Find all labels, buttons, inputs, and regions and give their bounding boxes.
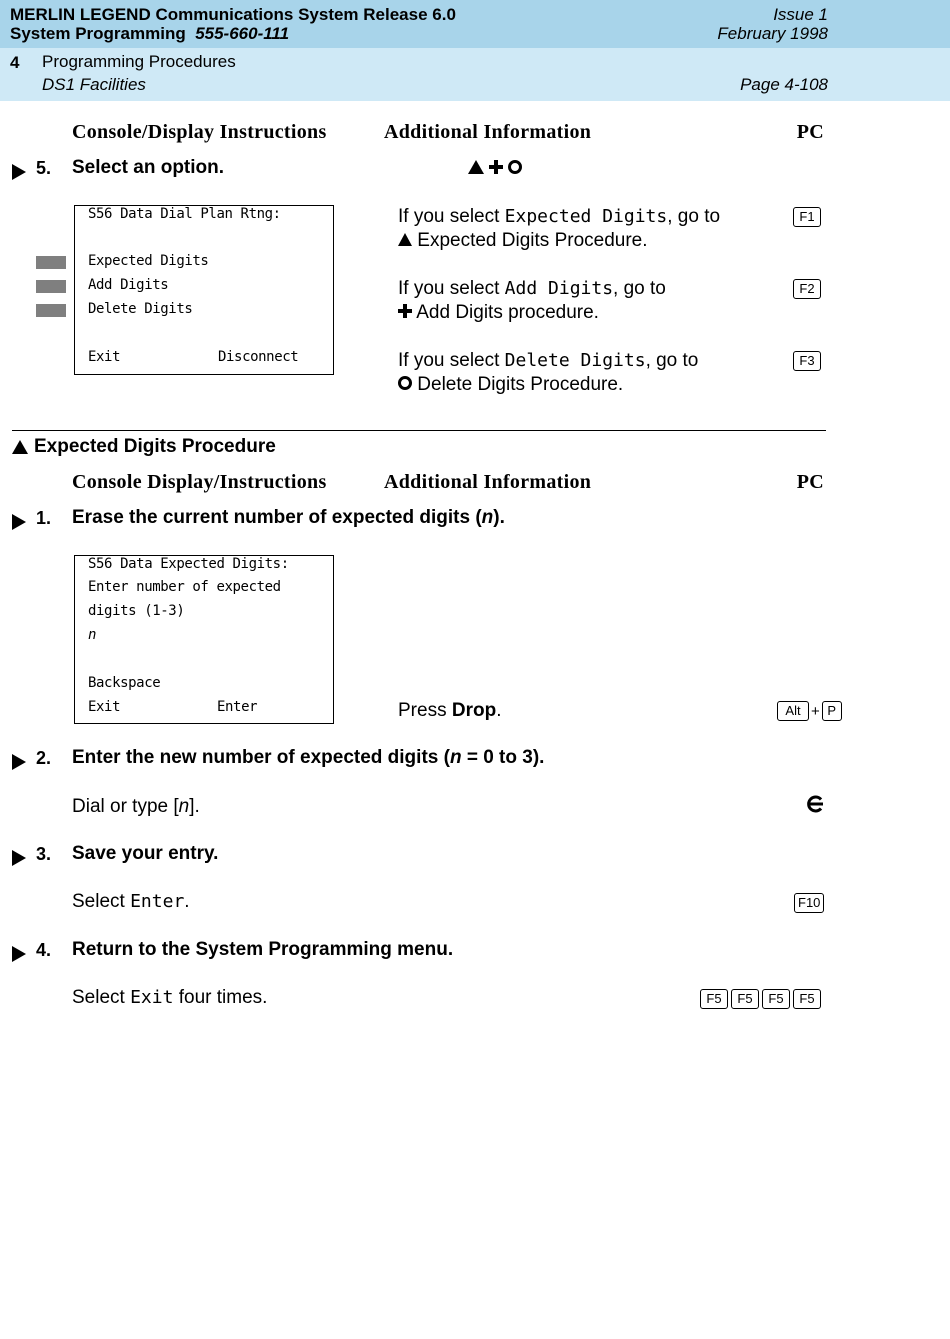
step-arrow-icon: [12, 514, 26, 530]
step-arrow-icon: [12, 946, 26, 962]
function-button-1[interactable]: [36, 256, 66, 269]
section-divider: [12, 430, 826, 431]
section-title: DS1 Facilities: [42, 75, 146, 94]
chapter-number: 4: [10, 53, 20, 72]
display-exit[interactable]: Exit: [88, 699, 121, 715]
step-number: 2.: [36, 748, 52, 768]
col-info-header-2: Additional Information: [384, 471, 592, 493]
f2-key[interactable]: F2: [793, 279, 821, 299]
step-number: 5.: [36, 158, 52, 178]
console-display-2: [74, 555, 334, 724]
display-disconnect[interactable]: Disconnect: [218, 349, 299, 365]
triangle-icon: [12, 440, 28, 454]
display-line-1: S56 Data Expected Digits:: [88, 556, 289, 572]
display-exit[interactable]: Exit: [88, 349, 121, 365]
press-drop-instruction: Press Drop.: [398, 700, 502, 721]
exit-keys: [700, 989, 821, 1009]
info-delete-digits: If you select Delete Digits, go to Delete Digits Procedure.: [398, 350, 699, 395]
step-number: 4.: [36, 940, 52, 960]
f3-key[interactable]: F3: [793, 351, 821, 371]
triangle-icon: [398, 233, 412, 246]
section-heading: Expected Digits Procedure: [12, 436, 276, 458]
col-pc-header: PC: [796, 121, 824, 143]
display-backspace[interactable]: Backspace: [88, 675, 161, 691]
doc-title: MERLIN LEGEND Communications System Release 6.0: [10, 5, 456, 24]
step-arrow-icon: [12, 164, 26, 180]
step-text: Save your entry.: [72, 843, 219, 864]
dialpad-icon: [806, 795, 824, 813]
col-pc-header-2: PC: [796, 471, 824, 493]
option-symbols: [468, 160, 522, 174]
f1-key[interactable]: F1: [793, 207, 821, 227]
col-info-header: Additional Information: [384, 121, 592, 143]
dial-instruction: Dial or type [n].: [72, 796, 200, 817]
select-enter-instruction: Select Enter.: [72, 891, 190, 912]
circle-icon: [398, 376, 412, 390]
f10-key[interactable]: F10: [794, 893, 824, 913]
date: February 1998: [717, 24, 828, 43]
step-text: Enter the new number of expected digits (n = 0 to 3).: [72, 747, 545, 768]
info-add-digits: If you select Add Digits, go to Add Digits procedure.: [398, 278, 666, 323]
step-arrow-icon: [12, 850, 26, 866]
step-text: Erase the current number of expected digits (n).: [72, 507, 505, 528]
step-number: 3.: [36, 844, 52, 864]
function-button-3[interactable]: [36, 304, 66, 317]
display-title: S56 Data Dial Plan Rtng:: [88, 206, 281, 222]
display-option-delete-digits[interactable]: Delete Digits: [88, 301, 193, 317]
chapter-title: Programming Procedures: [42, 52, 236, 71]
cross-icon: [489, 160, 503, 174]
display-value: n: [88, 627, 97, 643]
p-key[interactable]: P: [822, 701, 842, 721]
display-line-2: Enter number of expected: [88, 579, 281, 595]
issue: Issue 1: [773, 5, 828, 24]
info-expected-digits: If you select Expected Digits, go to Expected Digits Procedure.: [398, 206, 721, 251]
function-button-2[interactable]: [36, 280, 66, 293]
cross-icon: [398, 304, 412, 318]
step-text: Select an option.: [72, 157, 225, 178]
display-line-3: digits (1-3): [88, 603, 185, 619]
circle-icon: [508, 160, 522, 174]
display-option-expected-digits[interactable]: Expected Digits: [88, 253, 209, 269]
triangle-icon: [468, 160, 484, 174]
f5-key[interactable]: F5: [700, 989, 728, 1009]
f5-key[interactable]: F5: [762, 989, 790, 1009]
alt-key[interactable]: Alt: [777, 701, 809, 721]
col-console-header-2: Console Display/Instructions: [72, 471, 327, 493]
display-enter[interactable]: Enter: [217, 699, 258, 715]
doc-subtitle: System Programming 555-660-111: [10, 24, 290, 43]
f5-key[interactable]: F5: [793, 989, 821, 1009]
col-console-header: Console/Display Instructions: [72, 121, 327, 143]
console-display: [74, 205, 334, 375]
step-arrow-icon: [12, 754, 26, 770]
page-number: Page 4-108: [740, 75, 828, 94]
f5-key[interactable]: F5: [731, 989, 759, 1009]
select-exit-instruction: Select Exit four times.: [72, 987, 268, 1008]
step-number: 1.: [36, 508, 52, 528]
pc-alt-p: Alt + P: [777, 701, 842, 721]
display-option-add-digits[interactable]: Add Digits: [88, 277, 169, 293]
step-text: Return to the System Programming menu.: [72, 939, 454, 960]
